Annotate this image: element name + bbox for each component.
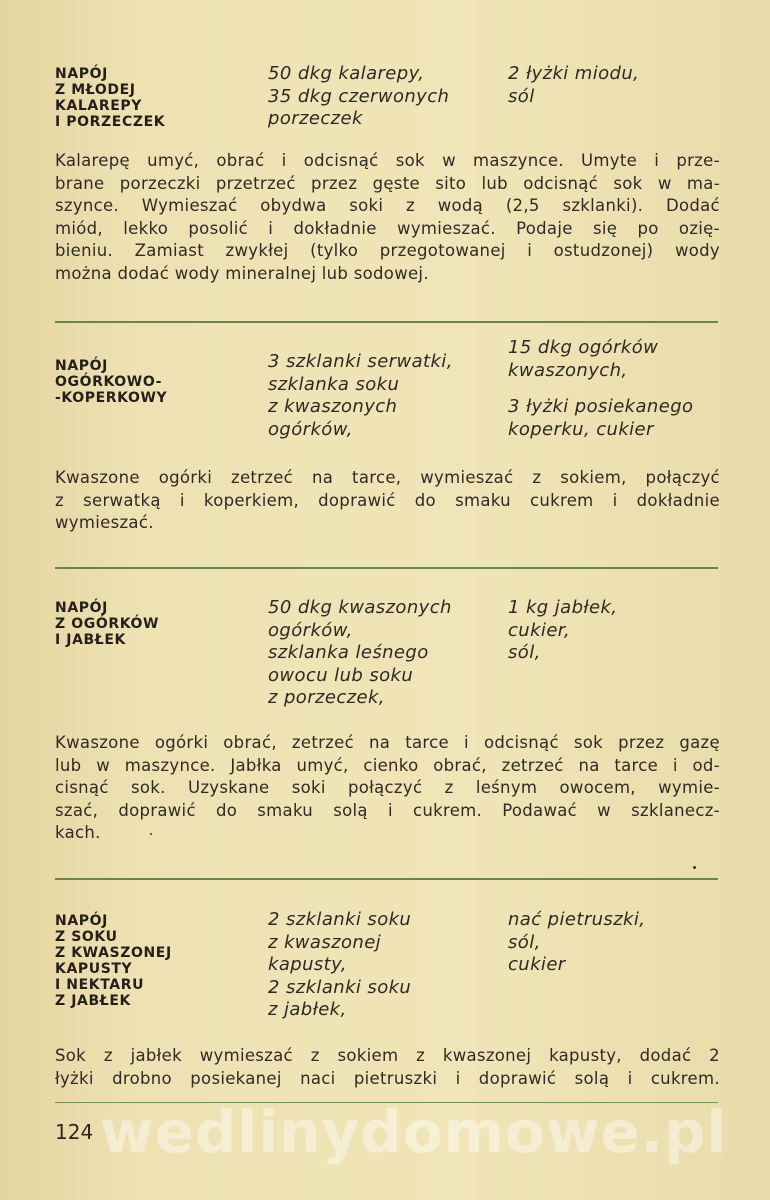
ingredient-line: sól bbox=[508, 85, 535, 107]
ingredient-line: cukier, bbox=[508, 619, 571, 641]
title-line: NAPÓJ bbox=[55, 600, 108, 616]
ingredient-line: 50 dkg kalarepy, bbox=[268, 63, 425, 84]
recipe-instructions bbox=[55, 150, 720, 285]
instruction-line: Sok z jabłek wymieszać z sokiem z kwaszonej kapusty, dodać 2 bbox=[55, 1046, 720, 1065]
recipe-title bbox=[55, 66, 255, 130]
title-line: Z JABŁEK bbox=[55, 993, 131, 1009]
title-line: I NEKTARU bbox=[55, 977, 145, 993]
recipe-instructions bbox=[55, 467, 720, 535]
ingredient-line: nać pietruszki, bbox=[508, 909, 646, 930]
ingredient-line: 3 szklanki serwatki, bbox=[268, 351, 453, 372]
watermark: wedlinydomowe.pl bbox=[100, 1098, 728, 1166]
paper-speck bbox=[693, 866, 696, 869]
ingredients-right bbox=[508, 909, 645, 977]
page-number: 124 bbox=[55, 1120, 94, 1144]
title-line: Z MŁODEJ bbox=[55, 82, 136, 98]
ingredient-line: cukier bbox=[508, 954, 566, 975]
instruction-line: kach. bbox=[55, 823, 101, 842]
instruction-line: Kalarepę umyć, obrać i odcisnąć sok w maszynce. Umyte i prze- bbox=[55, 151, 720, 170]
ingredient-line: sól, bbox=[508, 642, 541, 663]
instruction-line: szać, doprawić do smaku solą i cukrem. Podawać w szklanecz- bbox=[55, 800, 720, 820]
instruction-line: bieniu. Zamiast zwykłej (tylko przegotowanej i ostudzonej) wody bbox=[55, 241, 720, 260]
ingredients-left bbox=[268, 351, 453, 441]
ingredient-line: koperku, cukier bbox=[508, 418, 654, 440]
instruction-line: brane porzeczki przetrzeć przez gęste sito lub odcisnąć sok w ma- bbox=[55, 173, 720, 193]
recipe-title bbox=[55, 913, 255, 1009]
recipe-title bbox=[55, 600, 255, 648]
ingredients-right bbox=[508, 337, 693, 441]
section-divider bbox=[55, 567, 718, 569]
instruction-line: wymieszać. bbox=[55, 513, 154, 532]
ingredient-line: kwaszonych, bbox=[508, 359, 628, 381]
recipe-instructions bbox=[55, 1045, 720, 1090]
ingredients-left bbox=[268, 597, 452, 710]
instruction-line: cisnąć sok. Uzyskane soki połączyć z leśnym owocem, wymie- bbox=[55, 778, 720, 797]
title-line: -KOPERKOWY bbox=[55, 390, 168, 406]
title-line: OGÓRKOWO- bbox=[55, 374, 163, 390]
ingredient-line: 50 dkg kwaszonych bbox=[268, 597, 452, 618]
instruction-line: Kwaszone ogórki zetrzeć na tarce, wymieszać z sokiem, połączyć bbox=[55, 468, 720, 487]
ingredient-line: szklanka soku bbox=[268, 373, 400, 395]
title-line: NAPÓJ bbox=[55, 913, 108, 929]
instruction-line: Kwaszone ogórki obrać, zetrzeć na tarce i odcisnąć sok przez gazę bbox=[55, 733, 720, 752]
ingredient-line: 15 dkg ogórków bbox=[508, 337, 659, 358]
ingredient-line: ogórków, bbox=[268, 418, 353, 440]
recipe-title bbox=[55, 358, 255, 406]
ingredient-line: z jabłek, bbox=[268, 999, 347, 1020]
instruction-line: szynce. Wymieszać obydwa soki z wodą (2,5 szklanki). Dodać bbox=[55, 196, 720, 215]
ingredient-line: 3 łyżki posiekanego bbox=[508, 396, 694, 417]
ingredient-line: 35 dkg czerwonych bbox=[268, 85, 450, 107]
ingredient-line: z kwaszonych bbox=[268, 396, 398, 417]
instruction-line: lub w maszynce. Jabłka umyć, cienko obrać, zetrzeć na tarce i od- bbox=[55, 755, 720, 775]
ingredient-line: 2 łyżki miodu, bbox=[508, 63, 640, 84]
title-line: Z SOKU bbox=[55, 929, 118, 945]
title-line: I PORZECZEK bbox=[55, 114, 166, 130]
title-line: KAPUSTY bbox=[55, 961, 133, 977]
instruction-line: można dodać wody mineralnej lub sodowej. bbox=[55, 263, 429, 283]
ingredient-line: ogórków, bbox=[268, 619, 353, 641]
ingredients-right bbox=[508, 63, 639, 108]
ingredient-line: porzeczek bbox=[268, 108, 363, 129]
instruction-line: miód, lekko posolić i dokładnie wymieszać. Podaje się po ozię- bbox=[55, 218, 720, 238]
instruction-line: z serwatką i koperkiem, doprawić do smaku cukrem i dokładnie bbox=[55, 490, 720, 510]
paper-speck bbox=[150, 833, 152, 835]
title-line: NAPÓJ bbox=[55, 66, 108, 82]
ingredients-left bbox=[268, 63, 449, 131]
section-divider bbox=[55, 878, 718, 880]
ingredient-line: szklanka leśnego bbox=[268, 642, 429, 663]
ingredient-line: 2 szklanki soku bbox=[268, 909, 412, 930]
section-divider bbox=[55, 321, 718, 323]
ingredient-line: z kwaszonej bbox=[268, 931, 382, 953]
ingredient-line: owocu lub soku bbox=[268, 664, 414, 686]
title-line: Z OGÓRKÓW bbox=[55, 616, 160, 632]
title-line: KALAREPY bbox=[55, 98, 142, 114]
title-line: I JABŁEK bbox=[55, 632, 126, 648]
ingredient-line: sól, bbox=[508, 931, 541, 953]
title-line: NAPÓJ bbox=[55, 358, 108, 374]
ingredients-right bbox=[508, 597, 617, 665]
ingredient-line: kapusty, bbox=[268, 954, 347, 975]
ingredients-left bbox=[268, 909, 411, 1022]
instruction-line: łyżki drobno posiekanej naci pietruszki i doprawić solą i cukrem. bbox=[55, 1068, 720, 1088]
title-line: Z KWASZONEJ bbox=[55, 945, 172, 961]
ingredient-line: 2 szklanki soku bbox=[268, 976, 412, 998]
ingredient-line: 1 kg jabłek, bbox=[508, 597, 618, 618]
ingredient-line: z porzeczek, bbox=[268, 687, 385, 708]
recipe-instructions bbox=[55, 732, 720, 845]
